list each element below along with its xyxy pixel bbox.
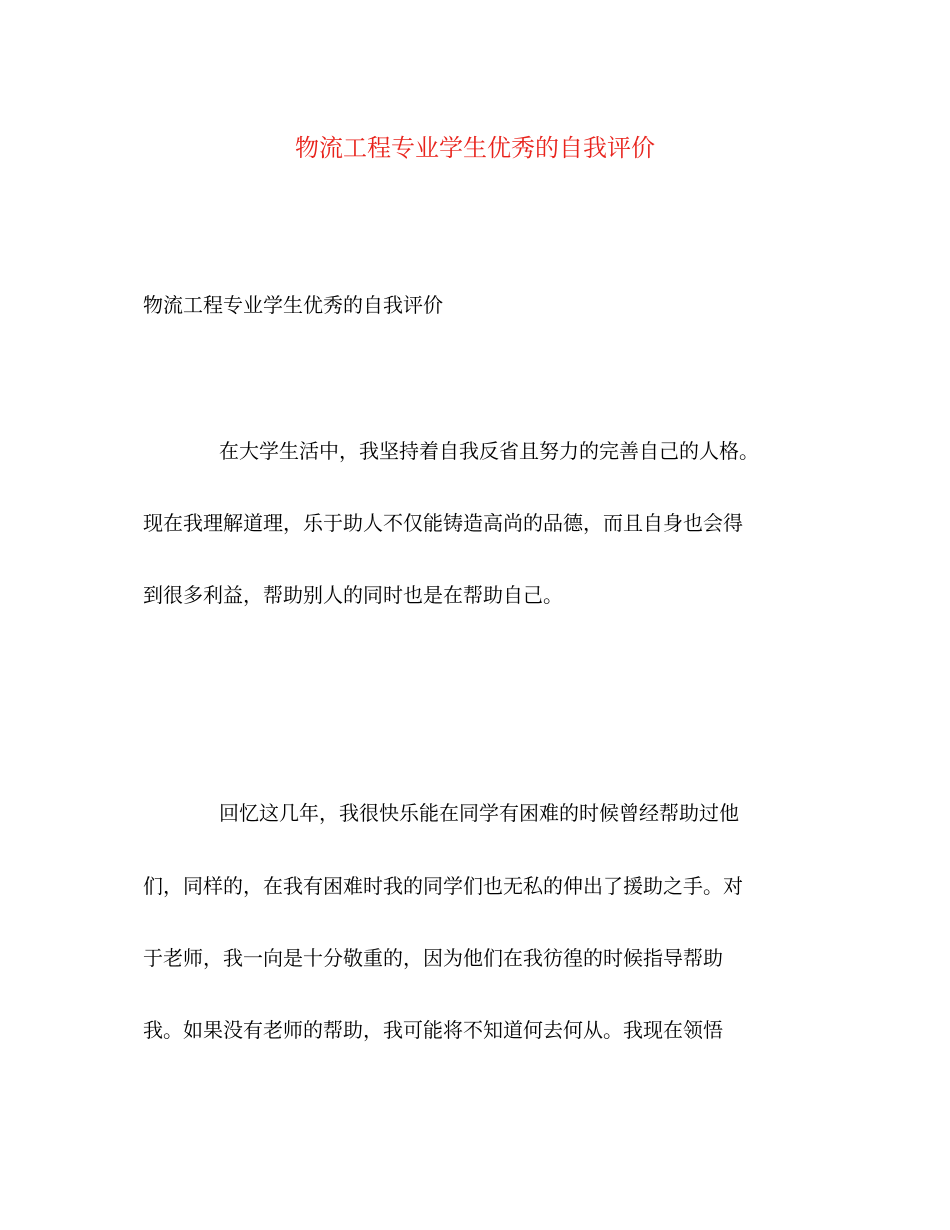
paragraph-1-line-3: 到很多利益，帮助别人的同时也是在帮助自己。 <box>143 583 563 607</box>
paragraph-2-line-4: 我。如果没有老师的帮助，我可能将不知道何去何从。我现在领悟 <box>143 1018 723 1042</box>
paragraph-2-line-2: 们，同样的，在我有困难时我的同学们也无私的伸出了援助之手。对 <box>143 874 743 898</box>
document-title: 物流工程专业学生优秀的自我评价 <box>295 134 655 162</box>
paragraph-1-line-2: 现在我理解道理，乐于助人不仅能铸造高尚的品德，而且自身也会得 <box>143 511 743 535</box>
document-subtitle: 物流工程专业学生优秀的自我评价 <box>143 293 443 317</box>
paragraph-1-line-1: 在大学生活中，我坚持着自我反省且努力的完善自己的人格。 <box>219 439 759 463</box>
paragraph-2-line-1: 回忆这几年，我很快乐能在同学有困难的时候曾经帮助过他 <box>219 801 739 825</box>
paragraph-2-line-3: 于老师，我一向是十分敬重的，因为他们在我彷徨的时候指导帮助 <box>143 946 723 970</box>
